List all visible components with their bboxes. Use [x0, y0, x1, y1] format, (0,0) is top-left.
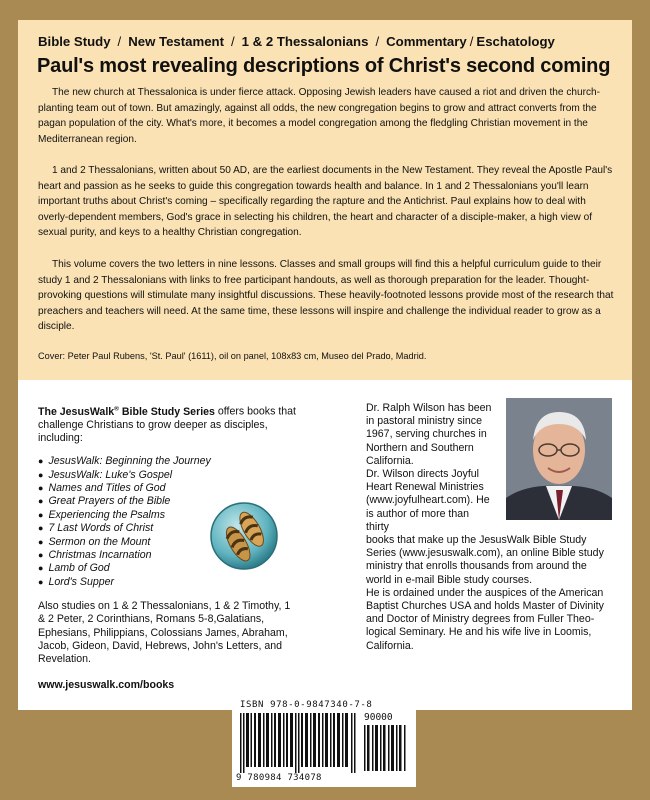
list-item: ● 7 Last Words of Christ	[38, 522, 154, 535]
bullet-icon: ●	[38, 482, 44, 493]
author-bio-paragraph: Dr. Ralph Wilson has been in pastoral ministry since 1967, serving churches in Northern and Southern California.	[366, 402, 492, 467]
bullet-icon: ●	[38, 496, 44, 507]
list-item: ● Great Prayers of the Bible	[38, 495, 171, 508]
author-portrait-icon	[506, 398, 612, 520]
list-item: ● Lord's Supper	[38, 575, 115, 588]
description-paragraph: 1 and 2 Thessalonians, written about 50 AD, are the earliest documents in the New Testament. They reveal the Apostle Paul's heart and passion as he seeks to guide this congregation towards health and balance. In 1 and 2 Thessalonians you'll learn important truths about Christ's coming – specifically regarding the rapture and the Antichrist. Paul explains how to deal with overly-dependent members, God's grace in selecting his children, the heart and character of a disciple-maker, a high view of sexual purity, and keys to a healthy Christian congregation.	[38, 165, 613, 238]
description-paragraph: This volume covers the two letters in nine lessons. Classes and small groups will find this a helpful curriculum guide to their study 1 and 2 Thessalonians with links to free participant handouts, as well as thorough preparation for the leader. Thought-provoking questions will stimulate many insightful discussions. These heavily-footnoted lessons provide most of the research that preachers and teachers will need. At the same time, these lessons will inspire and challenge the individual reader to grow as a disciple.	[38, 259, 614, 332]
bullet-icon: ●	[38, 563, 44, 574]
bullet-icon: ●	[38, 523, 44, 534]
back-cover	[18, 20, 632, 800]
bullet-icon: ●	[38, 456, 44, 467]
ean-barcode-icon	[240, 713, 358, 773]
info-panel	[18, 380, 632, 710]
bullet-icon: ●	[38, 469, 44, 480]
author-bio-paragraph: Dr. Wilson directs Joyful Heart Renewal Ministries (www.joyfulheart.com). He is author of more than thirty	[366, 468, 490, 533]
list-item: ● JesusWalk: Luke's Gospel	[38, 468, 173, 481]
list-item: ● Christmas Incarnation	[38, 548, 152, 561]
list-item: ● JesusWalk: Beginning the Journey	[38, 455, 211, 468]
ean-digits: 9 780984 734078	[236, 773, 322, 783]
list-item: ● Lamb of God	[38, 562, 110, 575]
author-photo	[506, 398, 612, 520]
bullet-icon: ●	[38, 509, 44, 520]
cover-credit: Cover: Peter Paul Rubens, 'St. Paul' (1611), oil on panel, 108x83 cm, Museo del Prado, Madrid.	[38, 351, 427, 361]
price-code: 90000	[364, 712, 393, 723]
isbn-label: ISBN 978-0-9847340-7-8	[240, 700, 373, 710]
description-panel	[18, 20, 632, 380]
isbn-barcode	[232, 697, 416, 787]
breadcrumb-item-new-testament: New Testament	[128, 34, 224, 49]
bullet-icon: ●	[38, 576, 44, 587]
list-item: ● Sermon on the Mount	[38, 535, 151, 548]
breadcrumb: Bible Study / New Testament / 1 & 2 Thessalonians / Commentary / Eschatology	[38, 34, 555, 49]
series-name: The JesusWalk® Bible Study Series	[38, 405, 215, 418]
author-bio-paragraph: He is ordained under the auspices of the American Baptist Churches USA and holds Master of Divinity and Doctor of Ministry degrees from Fuller Theo-logical Seminary. He and his wife live in Loomis, California.	[366, 586, 604, 652]
series-intro	[38, 402, 300, 445]
bullet-icon: ●	[38, 536, 44, 547]
author-bio-paragraph: books that make up the JesusWalk Bible Study Series (www.jesuswalk.com), an online Bible study ministry that enrolls thousands from around the world in e-mail Bible study courses.	[366, 534, 604, 586]
bullet-icon: ●	[38, 549, 44, 560]
list-item: ● Names and Titles of God	[38, 481, 166, 494]
books-link[interactable]: www.jesuswalk.com/books	[38, 679, 175, 692]
list-item: ● Experiencing the Psalms	[38, 508, 166, 521]
breadcrumb-item-commentary: Commentary	[386, 34, 467, 49]
breadcrumb-item-thessalonians: 1 & 2 Thessalonians	[241, 34, 369, 49]
headline: Paul's most revealing descriptions of Christ's second coming	[37, 55, 611, 77]
also-studies: Also studies on 1 & 2 Thessalonians, 1 & 2 Timothy, 1 & 2 Peter, 2 Corinthians, Romans 5-8,Galatians, Ephesians, Philippians, Colossians James, Abraham, Jacob, Gideon, David, Hebrews, John's Letters, and Revelation.	[38, 600, 291, 666]
series-intro-text: offers books that challenge Christians to grow deeper as disciples, including:	[38, 405, 296, 444]
breadcrumb-item-bible-study: Bible Study	[38, 34, 111, 49]
breadcrumb-item-eschatology: Eschatology	[476, 34, 555, 49]
sandals-logo-icon	[208, 500, 280, 572]
description-paragraph: The new church at Thessalonica is under fierce attack. Opposing Jewish leaders have caused a riot and driven the church-planting team out of town. But amazingly, against all odds, the new congregation begins to grow and attract converts from the pagan population of the city. What's more, it becomes a model congregation among the fledgling Christian movement in the Mediterranean region.	[38, 87, 600, 145]
price-barcode-icon	[364, 725, 408, 771]
